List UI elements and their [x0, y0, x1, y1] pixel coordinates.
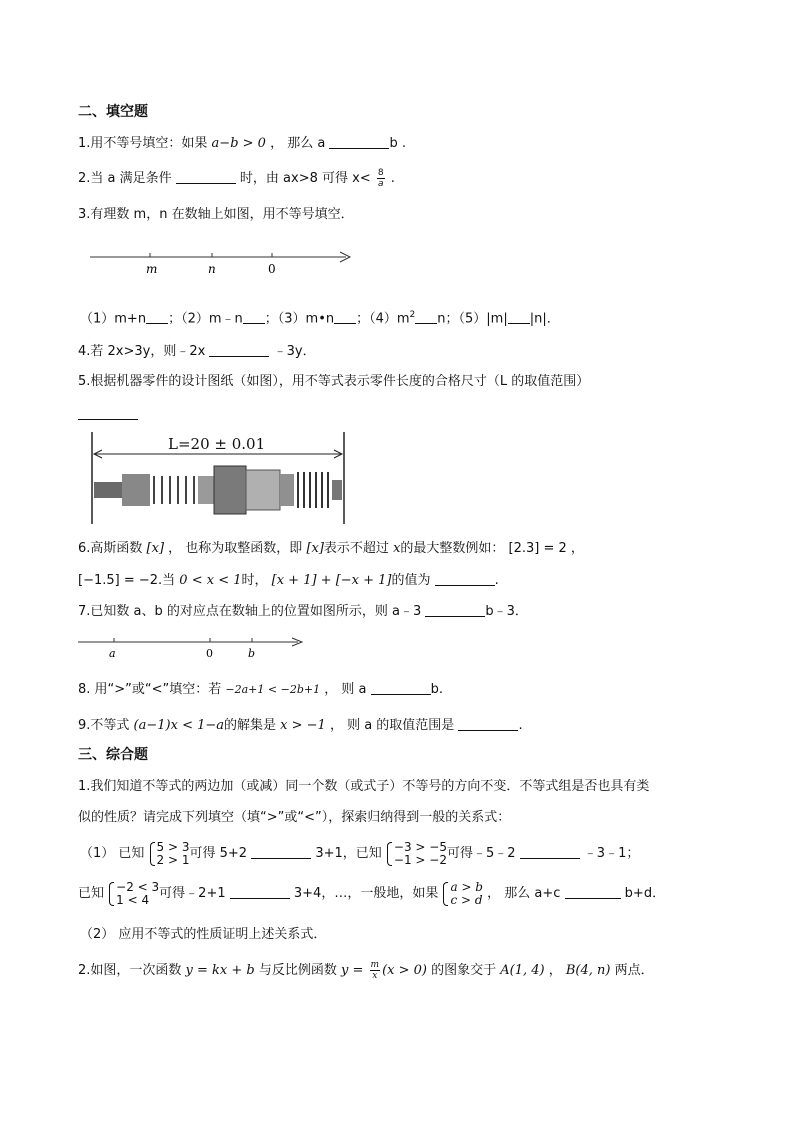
question-2-1: 1.用不等号填空：如果 a−b > 0 ， 那么 a b . — [78, 136, 406, 151]
label-n: n — [208, 262, 216, 276]
answer-blank[interactable] — [230, 884, 290, 899]
label-a: a — [109, 647, 116, 660]
answer-blank[interactable] — [425, 602, 485, 617]
question-2-9: 9.不等式 (a−1)x < 1−a的解集是 x > −1 ， 则 a 的取值范围是 . — [78, 718, 523, 733]
label-b: b — [248, 647, 256, 660]
question-3-1-part1: （1） 已知 5 > 3 2 > 1 可得 5+2 3+1，已知 −3 > −5 −1 > −2 可得﹣5﹣2 ﹣3﹣1； — [80, 839, 640, 867]
answer-blank[interactable] — [508, 309, 530, 324]
system-1: 5 > 3 2 > 1 — [149, 841, 190, 867]
machine-part-drawing — [86, 428, 352, 526]
question-3-1-general: 已知 −2 < 3 1 < 4 可得﹣2+1 3+4，…，一般地，如果 a > b c > d ， 那么 a+c b+d． — [78, 879, 666, 907]
fraction-m-over-x: $\frac{m}{x}$ — [370, 960, 380, 981]
answer-blank[interactable] — [415, 309, 437, 324]
system-2: −3 > −5 −1 > −2 — [386, 841, 447, 867]
question-2-4: 4.若 2x>3y，则﹣2x ﹣3y． — [78, 344, 316, 359]
question-2-7: 7.已知数 a、b 的对应点在数轴上的位置如图所示，则 a﹣3 b﹣3． — [78, 604, 528, 619]
dimension-label: L=20 ± 0.01 — [168, 435, 266, 453]
answer-blank[interactable] — [458, 716, 518, 731]
answer-blank[interactable] — [243, 309, 265, 324]
answer-blank[interactable] — [371, 680, 431, 695]
label-zero: 0 — [268, 262, 276, 276]
label-zero: 0 — [206, 647, 213, 660]
question-3-1-line2: 似的性质？请完成下列填空（填“>”或“<”），探索归纳得到一般的关系式： — [78, 810, 511, 825]
system-4: a > b c > d — [442, 881, 483, 907]
system-3: −2 < 3 1 < 4 — [108, 881, 159, 907]
answer-blank[interactable] — [176, 169, 236, 184]
question-2-6: 6.高斯函数 [x] ， 也称为取整函数，即 [x]表示不超过 x的最大整数例如： [2.3] = 2 ， — [78, 541, 584, 556]
answer-blank[interactable] — [520, 844, 580, 859]
question-2-2: 2.当 a 满足条件 时，由 ax>8 可得 x< $\frac{8}{a}$ . — [78, 168, 395, 189]
question-3-1-line1: 1.我们知道不等式的两边加（或减）同一个数（或式子）不等号的方向不变．不等式组是否也具有类 — [78, 779, 650, 794]
fraction-8-over-a: $\frac{8}{a}$ — [377, 168, 384, 189]
answer-blank[interactable] — [146, 309, 168, 324]
answer-blank[interactable] — [565, 884, 621, 899]
section-title-fill-in: 二、填空题 — [78, 104, 148, 120]
question-2-3-parts: （1）m+n ；（2）m﹣n ；（3）m•n ；$(4)m^2$ n；（5）|m| |n|． — [80, 310, 560, 327]
label-m: m — [146, 262, 158, 276]
number-line-a-b — [76, 634, 312, 662]
question-2-8: 8. 用“>”或“<”填空：若 −2a+1 < −2b+1 ， 则 a b. — [78, 682, 443, 697]
section-title-comprehensive: 三、综合题 — [78, 747, 148, 763]
answer-blank[interactable] — [78, 419, 138, 420]
question-2-3: 3.有理数 m，n 在数轴上如图，用不等号填空． — [78, 207, 354, 222]
question-3-1-part2: （2） 应用不等式的性质证明上述关系式． — [80, 927, 327, 942]
answer-blank[interactable] — [329, 134, 389, 149]
answer-blank[interactable] — [209, 342, 269, 357]
question-2-5: 5.根据机器零件的设计图纸（如图），用不等式表示零件长度的合格尺寸（L 的取值范围） — [78, 374, 590, 389]
answer-blank[interactable] — [435, 571, 495, 586]
question-3-2: 2.如图，一次函数 y = kx + b 与反比例函数 y = $\frac{m}{x}$ (x > 0) 的图象交于 A(1, 4) ， B(4, n) 两点． — [78, 960, 654, 981]
answer-blank[interactable] — [251, 844, 311, 859]
number-line-m-n — [88, 246, 358, 278]
answer-blank[interactable] — [334, 309, 356, 324]
question-2-6-line2: [−1.5] = −2.当 0 < x < 1时， [x + 1] + [−x + 1]的值为 . — [78, 573, 499, 588]
